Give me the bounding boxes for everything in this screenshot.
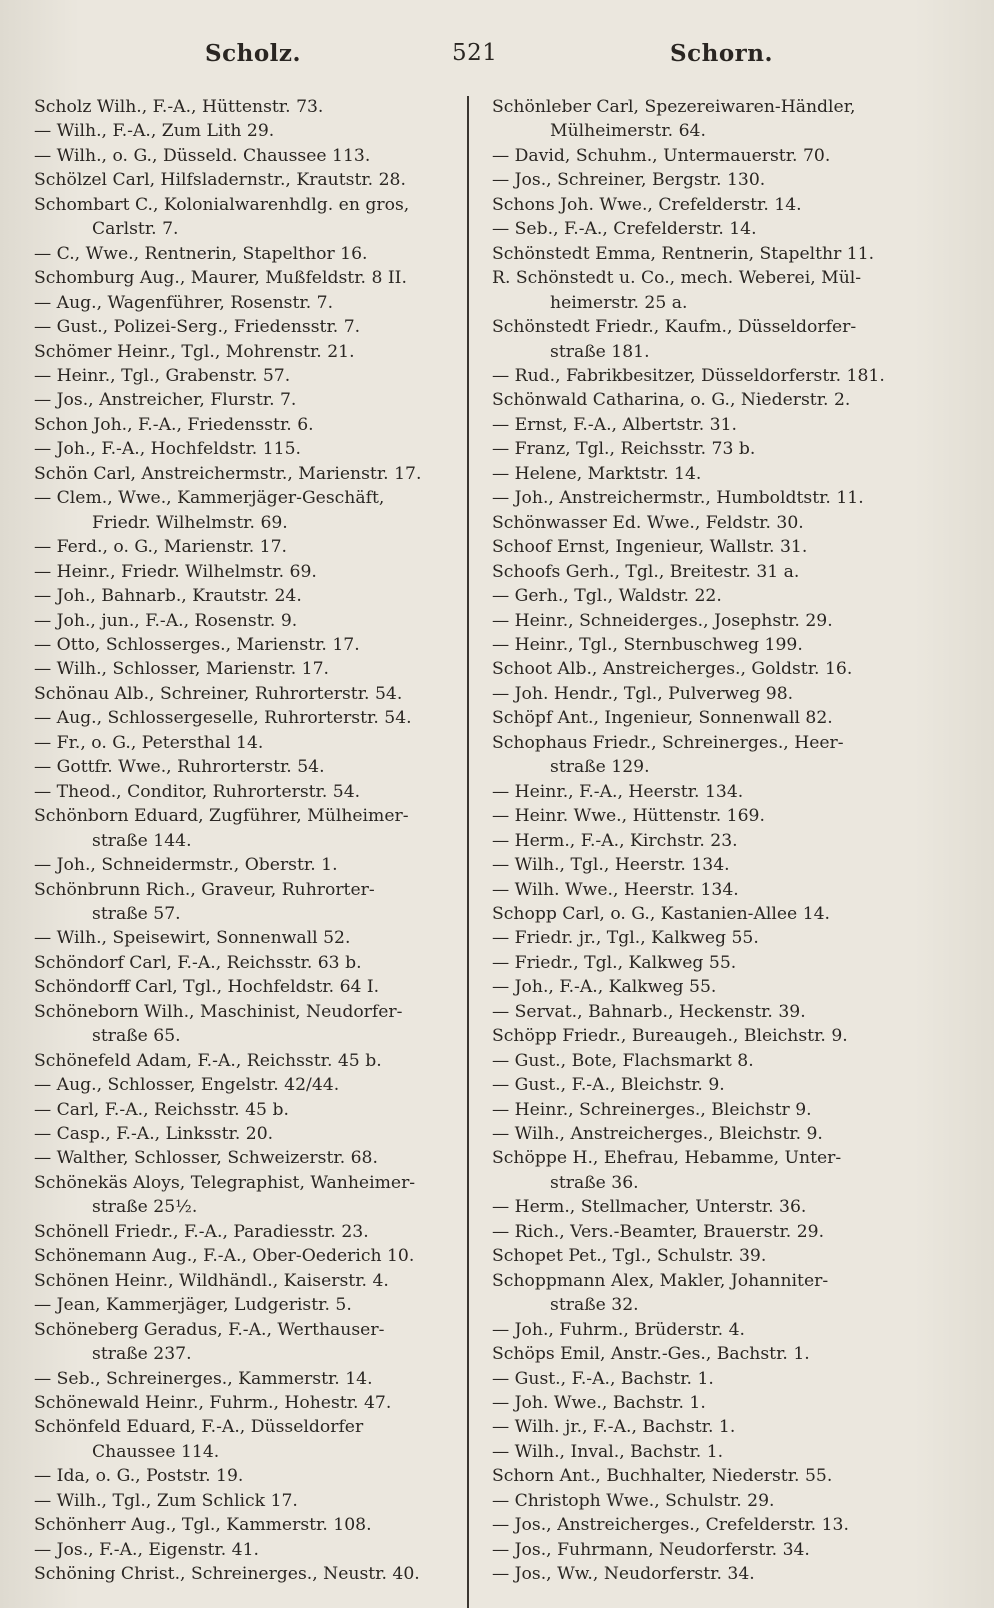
directory-entry xyxy=(34,315,472,339)
directory-entry xyxy=(492,266,930,315)
directory-entry xyxy=(34,364,472,388)
entry-continuation: Carlstr. 7. xyxy=(92,219,179,240)
directory-entry xyxy=(492,706,930,730)
directory-entry xyxy=(492,1513,930,1537)
directory-entry xyxy=(492,1146,930,1195)
entry-text: Schönleber Carl, Spezereiwaren-Händler, xyxy=(492,97,856,117)
directory-entry xyxy=(34,1098,472,1122)
entry-text: Schönen Heinr., Wildhändl., Kaiserstr. 4. xyxy=(34,1270,389,1291)
directory-entry xyxy=(492,1489,930,1513)
entry-text: Schöpp Friedr., Bureaugeh., Bleichstr. 9. xyxy=(492,1026,848,1047)
entry-text: Schön Carl, Anstreichermstr., Marienstr. 17. xyxy=(34,463,422,484)
entry-text: — Wilh., Anstreicherges., Bleichstr. 9. xyxy=(492,1124,823,1145)
directory-entry xyxy=(34,340,472,364)
entry-text: — Wilh., Tgl., Heerstr. 134. xyxy=(492,855,730,876)
entry-text: — Wilh., F.-A., Zum Lith 29. xyxy=(34,121,275,142)
directory-entry xyxy=(492,413,930,437)
directory-entry xyxy=(34,119,472,143)
entry-text: — Joh., jun., F.-A., Rosenstr. 9. xyxy=(34,610,298,631)
entry-text: — Jos., Ww., Neudorferstr. 34. xyxy=(492,1564,755,1585)
entry-text: — Christoph Wwe., Schulstr. 29. xyxy=(492,1490,775,1511)
entry-text: — Ernst, F.-A., Albertstr. 31. xyxy=(492,414,737,435)
directory-entry xyxy=(34,853,472,877)
entry-text: — Wilh., Tgl., Zum Schlick 17. xyxy=(34,1490,298,1511)
directory-entry xyxy=(492,829,930,853)
directory-entry xyxy=(492,780,930,804)
right-column xyxy=(492,95,930,1587)
directory-entry xyxy=(492,584,930,608)
directory-entry xyxy=(34,951,472,975)
directory-entry xyxy=(492,388,930,412)
directory-entry xyxy=(492,364,930,388)
directory-entry xyxy=(492,1562,930,1586)
directory-entry xyxy=(492,657,930,681)
entry-text: — Otto, Schlosserges., Marienstr. 17. xyxy=(34,634,360,655)
directory-entry xyxy=(34,926,472,950)
entry-text: — Joh., Fuhrm., Brüderstr. 4. xyxy=(492,1319,746,1340)
entry-text: — Jos., Anstreicher, Flurstr. 7. xyxy=(34,390,297,411)
entry-text: Schönau Alb., Schreiner, Ruhrorterstr. 54. xyxy=(34,683,403,704)
entry-text: — Wilh., o. G., Düsseld. Chaussee 113. xyxy=(34,145,371,166)
directory-entry xyxy=(492,437,930,461)
entry-text: — Friedr. jr., Tgl., Kalkweg 55. xyxy=(492,928,759,949)
directory-entry xyxy=(34,535,472,559)
directory-entry xyxy=(492,462,930,486)
entry-continuation: Mülheimerstr. 64. xyxy=(550,121,706,142)
directory-entry xyxy=(492,878,930,902)
entry-text: — Wilh., Inval., Bachstr. 1. xyxy=(492,1441,724,1462)
entry-text: — Wilh. Wwe., Heerstr. 134. xyxy=(492,879,739,900)
entry-continuation: straße 57. xyxy=(92,903,181,924)
entry-text: — Gust., F.-A., Bleichstr. 9. xyxy=(492,1075,725,1096)
entry-text: — Jos., Fuhrmann, Neudorferstr. 34. xyxy=(492,1539,810,1560)
directory-entry xyxy=(34,633,472,657)
directory-entry xyxy=(492,853,930,877)
entry-text: — Aug., Schlossergeselle, Ruhrorterstr. 54. xyxy=(34,708,412,729)
directory-entry xyxy=(492,951,930,975)
entry-text: — Theod., Conditor, Ruhrorterstr. 54. xyxy=(34,781,361,802)
entry-text: Schönewald Heinr., Fuhrm., Hohestr. 47. xyxy=(34,1393,392,1414)
directory-entry xyxy=(492,1122,930,1146)
entry-text: Schophaus Friedr., Schreinerges., Heer- xyxy=(492,732,844,753)
directory-entry xyxy=(34,413,472,437)
entry-text: — Joh., F.-A., Kalkweg 55. xyxy=(492,977,717,998)
entry-text: — Wilh., Speisewirt, Sonnenwall 52. xyxy=(34,928,351,949)
entry-text: — Gust., Polizei-Serg., Friedensstr. 7. xyxy=(34,317,361,338)
entry-text: — Seb., Schreinerges., Kammerstr. 14. xyxy=(34,1368,373,1389)
entry-text: Schönwald Catharina, o. G., Niederstr. 2. xyxy=(492,390,851,411)
entry-text: — Heinr. Wwe., Hüttenstr. 169. xyxy=(492,806,765,827)
directory-entry xyxy=(34,804,472,853)
directory-entry xyxy=(492,804,930,828)
directory-entry xyxy=(34,193,472,242)
column-divider xyxy=(467,96,469,1608)
entry-text: — Seb., F.-A., Crefelderstr. 14. xyxy=(492,219,757,240)
directory-entry xyxy=(34,657,472,681)
directory-entry xyxy=(492,535,930,559)
entry-text: Schombart C., Kolonialwarenhdlg. en gros, xyxy=(34,194,410,215)
directory-entry xyxy=(492,1195,930,1219)
directory-entry xyxy=(34,168,472,192)
directory-entry xyxy=(492,1342,930,1366)
entry-continuation: straße 144. xyxy=(92,830,192,851)
directory-entry xyxy=(34,731,472,755)
entry-text: — Joh., Anstreichermstr., Humboldtstr. 11. xyxy=(492,488,864,509)
entry-text: Schönekäs Aloys, Telegraphist, Wanheimer- xyxy=(34,1172,416,1193)
directory-entry xyxy=(492,682,930,706)
entry-text: Schopet Pet., Tgl., Schulstr. 39. xyxy=(492,1246,767,1267)
entry-text: — Wilh., Schlosser, Marienstr. 17. xyxy=(34,659,329,680)
left-column xyxy=(34,95,472,1587)
directory-entry xyxy=(492,609,930,633)
directory-entry xyxy=(492,1244,930,1268)
entry-text: — Rud., Fabrikbesitzer, Düsseldorferstr. 181. xyxy=(492,365,885,386)
directory-entry xyxy=(492,633,930,657)
directory-entry xyxy=(492,560,930,584)
directory-entry xyxy=(492,1073,930,1097)
directory-entry xyxy=(34,755,472,779)
entry-text: — Servat., Bahnarb., Heckenstr. 39. xyxy=(492,1001,806,1022)
entry-text: Schon Joh., F.-A., Friedensstr. 6. xyxy=(34,414,314,435)
entry-continuation: Chaussee 114. xyxy=(92,1441,220,1462)
directory-entry xyxy=(492,144,930,168)
entry-text: — Heinr., Tgl., Grabenstr. 57. xyxy=(34,365,291,386)
entry-text: — Joh., Schneidermstr., Oberstr. 1. xyxy=(34,855,338,876)
directory-entry xyxy=(34,1146,472,1170)
directory-entry xyxy=(34,1293,472,1317)
entry-text: Schöneborn Wilh., Maschinist, Neudorfer- xyxy=(34,1001,403,1022)
directory-entry xyxy=(34,1171,472,1220)
entry-continuation: Friedr. Wilhelmstr. 69. xyxy=(92,512,288,533)
directory-entry xyxy=(492,193,930,217)
directory-entry xyxy=(34,95,472,119)
directory-entry xyxy=(492,1440,930,1464)
directory-entry xyxy=(34,560,472,584)
directory-entry xyxy=(34,1049,472,1073)
header-right-name: Schorn. xyxy=(670,40,774,67)
directory-entry xyxy=(34,975,472,999)
entry-text: Schomburg Aug., Maurer, Mußfeldstr. 8 II. xyxy=(34,268,407,289)
entry-text: — Jean, Kammerjäger, Ludgeristr. 5. xyxy=(34,1295,352,1316)
directory-entry xyxy=(492,1098,930,1122)
entry-text: Schöneberg Geradus, F.-A., Werthauser- xyxy=(34,1319,385,1340)
directory-entry xyxy=(34,780,472,804)
directory-entry xyxy=(34,462,472,486)
directory-entry xyxy=(492,1367,930,1391)
directory-entry xyxy=(492,902,930,926)
entry-text: Schönborn Eduard, Zugführer, Mülheimer- xyxy=(34,806,409,827)
directory-entry xyxy=(492,1024,930,1048)
entry-text: Schönemann Aug., F.-A., Ober-Oederich 10. xyxy=(34,1246,415,1267)
entry-text: — Gust., F.-A., Bachstr. 1. xyxy=(492,1368,714,1389)
page-number: 521 xyxy=(452,40,498,66)
directory-entry xyxy=(492,1000,930,1024)
directory-entry xyxy=(34,1073,472,1097)
entry-continuation: straße 65. xyxy=(92,1026,181,1047)
entry-text: Schömer Heinr., Tgl., Mohrenstr. 21. xyxy=(34,341,355,362)
entry-text: — Joh., Bahnarb., Krautstr. 24. xyxy=(34,586,302,607)
entry-text: Schönell Friedr., F.-A., Paradiesstr. 23. xyxy=(34,1221,369,1242)
directory-entry xyxy=(492,1318,930,1342)
entry-text: — Joh., F.-A., Hochfeldstr. 115. xyxy=(34,439,301,460)
entry-text: Schönbrunn Rich., Graveur, Ruhrorter- xyxy=(34,879,375,900)
entry-text: — Gerh., Tgl., Waldstr. 22. xyxy=(492,586,722,607)
directory-entry xyxy=(34,388,472,412)
directory-entry xyxy=(492,217,930,241)
page-header xyxy=(0,40,994,76)
entry-text: Schopp Carl, o. G., Kastanien-Allee 14. xyxy=(492,903,831,924)
entry-text: — Carl, F.-A., Reichsstr. 45 b. xyxy=(34,1099,289,1120)
entry-text: — Clem., Wwe., Kammerjäger-Geschäft, xyxy=(34,488,385,509)
entry-text: Schönstedt Friedr., Kaufm., Düsseldorfer- xyxy=(492,317,857,338)
directory-entry xyxy=(492,486,930,510)
entry-continuation: straße 25½. xyxy=(92,1197,198,1218)
directory-entry xyxy=(492,242,930,266)
entry-text: — Walther, Schlosser, Schweizerstr. 68. xyxy=(34,1148,378,1169)
entry-continuation: straße 181. xyxy=(550,341,650,362)
entry-text: — Gottfr. Wwe., Ruhrorterstr. 54. xyxy=(34,757,325,778)
directory-entry xyxy=(34,1122,472,1146)
header-left-name: Scholz. xyxy=(205,40,301,67)
entry-text: Schoofs Gerh., Tgl., Breitestr. 31 a. xyxy=(492,561,800,582)
entry-text: Schöning Christ., Schreinerges., Neustr. 40. xyxy=(34,1564,420,1585)
directory-entry xyxy=(492,1538,930,1562)
entry-text: — Joh. Hendr., Tgl., Pulverweg 98. xyxy=(492,683,794,704)
directory-entry xyxy=(34,1538,472,1562)
entry-text: Schorn Ant., Buchhalter, Niederstr. 55. xyxy=(492,1466,833,1487)
entry-text: — Friedr., Tgl., Kalkweg 55. xyxy=(492,952,737,973)
entry-text: — Heinr., Tgl., Sternbuschweg 199. xyxy=(492,634,803,655)
entry-text: — Jos., Anstreicherges., Crefelderstr. 13. xyxy=(492,1515,849,1536)
entry-text: — Fr., o. G., Petersthal 14. xyxy=(34,732,264,753)
entry-text: — David, Schuhm., Untermauerstr. 70. xyxy=(492,145,831,166)
directory-entry xyxy=(34,1415,472,1464)
directory-entry xyxy=(34,1000,472,1049)
directory-entry xyxy=(34,878,472,927)
entry-text: — C., Wwe., Rentnerin, Stapelthor 16. xyxy=(34,243,368,264)
directory-entry xyxy=(34,291,472,315)
directory-entry xyxy=(34,584,472,608)
directory-entry xyxy=(34,682,472,706)
entry-text: — Ferd., o. G., Marienstr. 17. xyxy=(34,537,288,558)
entry-text: Scholz Wilh., F.-A., Hüttenstr. 73. xyxy=(34,97,324,117)
entry-text: Schönwasser Ed. Wwe., Feldstr. 30. xyxy=(492,512,804,533)
entry-text: Schölzel Carl, Hilfsladernstr., Krautstr. 28. xyxy=(34,170,406,191)
directory-entry xyxy=(492,975,930,999)
directory-entry xyxy=(492,731,930,780)
entry-text: — Helene, Marktstr. 14. xyxy=(492,463,702,484)
directory-entry xyxy=(492,95,930,144)
entry-continuation: straße 36. xyxy=(550,1172,639,1193)
directory-entry xyxy=(34,437,472,461)
entry-text: — Wilh. jr., F.-A., Bachstr. 1. xyxy=(492,1417,736,1438)
entry-text: — Jos., F.-A., Eigenstr. 41. xyxy=(34,1539,260,1560)
entry-text: Schönherr Aug., Tgl., Kammerstr. 108. xyxy=(34,1515,372,1536)
directory-entry xyxy=(492,1269,930,1318)
entry-text: — Heinr., F.-A., Heerstr. 134. xyxy=(492,781,744,802)
directory-entry xyxy=(34,266,472,290)
entry-text: — Ida, o. G., Poststr. 19. xyxy=(34,1466,244,1487)
entry-text: — Gust., Bote, Flachsmarkt 8. xyxy=(492,1050,754,1071)
directory-entry xyxy=(492,168,930,192)
entry-text: — Aug., Schlosser, Engelstr. 42/44. xyxy=(34,1075,340,1096)
entry-text: — Heinr., Schreinerges., Bleichstr 9. xyxy=(492,1099,812,1120)
entry-continuation: heimerstr. 25 a. xyxy=(550,292,688,313)
entry-continuation: straße 129. xyxy=(550,757,650,778)
directory-entry xyxy=(34,1269,472,1293)
entry-text: — Joh. Wwe., Bachstr. 1. xyxy=(492,1393,706,1414)
directory-entry xyxy=(34,1244,472,1268)
directory-entry xyxy=(34,1367,472,1391)
directory-entry xyxy=(492,1049,930,1073)
directory-entry xyxy=(34,1513,472,1537)
directory-entry xyxy=(34,609,472,633)
directory-entry xyxy=(34,1489,472,1513)
entry-text: — Rich., Vers.-Beamter, Brauerstr. 29. xyxy=(492,1221,825,1242)
entry-text: R. Schönstedt u. Co., mech. Weberei, Mül- xyxy=(492,268,862,289)
directory-entry xyxy=(492,1464,930,1488)
entry-text: — Aug., Wagenführer, Rosenstr. 7. xyxy=(34,292,334,313)
directory-entry xyxy=(34,1464,472,1488)
directory-entry xyxy=(34,1562,472,1586)
entry-text: — Herm., Stellmacher, Unterstr. 36. xyxy=(492,1197,807,1218)
directory-entry xyxy=(492,926,930,950)
directory-entry xyxy=(34,1220,472,1244)
directory-entry xyxy=(492,1391,930,1415)
entry-text: — Herm., F.-A., Kirchstr. 23. xyxy=(492,830,738,851)
directory-entry xyxy=(34,486,472,535)
entry-text: Schöpf Ant., Ingenieur, Sonnenwall 82. xyxy=(492,708,833,729)
entry-text: — Heinr., Schneiderges., Josephstr. 29. xyxy=(492,610,833,631)
entry-text: Schöps Emil, Anstr.-Ges., Bachstr. 1. xyxy=(492,1344,810,1365)
entry-continuation: straße 32. xyxy=(550,1295,639,1316)
directory-entry xyxy=(492,511,930,535)
directory-entry xyxy=(34,1318,472,1367)
directory-entry xyxy=(34,242,472,266)
entry-text: Schoof Ernst, Ingenieur, Wallstr. 31. xyxy=(492,537,808,558)
entry-text: Schöndorff Carl, Tgl., Hochfeldstr. 64 I. xyxy=(34,977,380,998)
entry-text: Schoot Alb., Anstreicherges., Goldstr. 16. xyxy=(492,659,853,680)
entry-text: Schönefeld Adam, F.-A., Reichsstr. 45 b. xyxy=(34,1050,382,1071)
entry-text: — Franz, Tgl., Reichsstr. 73 b. xyxy=(492,439,756,460)
entry-text: Schöppe H., Ehefrau, Hebamme, Unter- xyxy=(492,1148,842,1169)
directory-entry xyxy=(34,144,472,168)
entry-text: — Jos., Schreiner, Bergstr. 130. xyxy=(492,170,766,191)
entry-text: Schons Joh. Wwe., Crefelderstr. 14. xyxy=(492,194,802,215)
entry-text: Schönfeld Eduard, F.-A., Düsseldorfer xyxy=(34,1417,364,1438)
entry-continuation: straße 237. xyxy=(92,1344,192,1365)
entry-text: Schoppmann Alex, Makler, Johanniter- xyxy=(492,1270,829,1291)
directory-entry xyxy=(34,706,472,730)
entry-text: — Casp., F.-A., Linksstr. 20. xyxy=(34,1124,274,1145)
entry-text: — Heinr., Friedr. Wilhelmstr. 69. xyxy=(34,561,317,582)
directory-entry xyxy=(34,1391,472,1415)
directory-entry xyxy=(492,1220,930,1244)
entry-text: Schöndorf Carl, F.-A., Reichsstr. 63 b. xyxy=(34,952,362,973)
entry-text: Schönstedt Emma, Rentnerin, Stapelthr 11. xyxy=(492,243,875,264)
directory-entry xyxy=(492,1415,930,1439)
directory-entry xyxy=(492,315,930,364)
